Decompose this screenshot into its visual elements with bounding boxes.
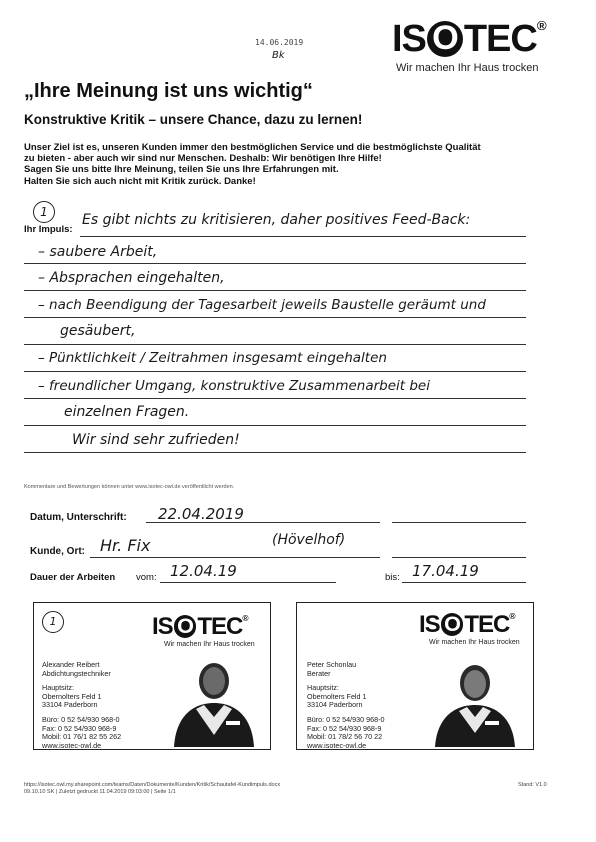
from-label: vom: xyxy=(136,572,157,583)
rule-line xyxy=(24,344,526,345)
consent-note: Kommentare und Bewertungen können unter www.isotec-owl.de veröffentlicht werden. xyxy=(24,484,235,490)
rule-line xyxy=(392,522,526,523)
impulse-handwriting-line: – saubere Arbeit, xyxy=(38,244,158,260)
initials-stamp: Bk xyxy=(272,50,285,61)
received-date-stamp: 14.06.2019 xyxy=(255,38,304,47)
card-mobile: Mobil: 01 76/1 82 55 262 xyxy=(42,732,122,742)
date-signature-value[interactable]: 22.04.2019 xyxy=(158,505,244,523)
to-label: bis: xyxy=(385,572,400,583)
card-mobile: Mobil: 01 78/2 56 70 22 xyxy=(307,732,383,742)
rule-line xyxy=(24,398,526,399)
card-fax: Fax: 0 52 54/930 968-9 xyxy=(307,723,382,733)
customer-place[interactable]: (Hövelhof) xyxy=(272,532,346,548)
card-hq-label: Hauptsitz: xyxy=(42,683,74,693)
card-tagline: Wir machen Ihr Haus trocken xyxy=(164,641,255,648)
impulse-label: Ihr Impuls: xyxy=(24,224,73,235)
card-name: Alexander Reibert xyxy=(42,660,100,669)
page-subtitle: Konstruktive Kritik – unsere Chance, dazu zu lernen! xyxy=(24,112,363,127)
intro-text xyxy=(24,142,544,187)
logo-tagline: Wir machen Ihr Haus trocken xyxy=(396,62,539,74)
rule-line xyxy=(392,557,526,558)
impulse-handwriting-line: – freundlicher Umgang, konstruktive Zusammenarbeit bei xyxy=(38,378,430,394)
rule-line xyxy=(24,425,526,426)
card-website[interactable]: www.isotec-owl.de xyxy=(307,740,367,750)
card-isotec-logo: IS O TEC® xyxy=(419,610,515,638)
intro-line: Sagen Sie uns bitte Ihre Meinung, teilen Sie uns Ihre Erfahrungen mit. xyxy=(24,164,339,176)
customer-label: Kunde, Ort: xyxy=(30,546,85,557)
card-city: 33104 Paderborn xyxy=(307,700,363,710)
from-date-value[interactable]: 12.04.19 xyxy=(170,562,237,580)
business-card-1 xyxy=(33,602,271,750)
card-contact-block xyxy=(307,661,427,750)
impulse-handwriting-line: gesäubert, xyxy=(60,323,136,339)
customer-name[interactable]: Hr. Fix xyxy=(100,536,151,555)
card-isotec-logo: IS O TEC® xyxy=(152,612,248,640)
rule-line xyxy=(24,290,526,291)
page-title: „Ihre Meinung ist uns wichtig“ xyxy=(24,80,313,102)
card-street: Obernolters Feld 1 xyxy=(42,691,102,701)
card-street: Obernolters Feld 1 xyxy=(307,691,367,701)
card-role: Berater xyxy=(307,668,331,678)
card-city: 33104 Paderborn xyxy=(42,700,98,710)
rule-line xyxy=(24,452,526,453)
card-contact-block xyxy=(42,661,162,750)
rule-line xyxy=(146,522,380,523)
person-photo-icon xyxy=(166,655,262,747)
impulse-handwriting-line: – Absprachen eingehalten, xyxy=(38,270,225,286)
rule-line xyxy=(80,236,526,237)
to-date-value[interactable]: 17.04.19 xyxy=(412,562,479,580)
impulse-handwriting-line: Wir sind sehr zufrieden! xyxy=(72,432,240,448)
intro-line: Unser Ziel ist es, unseren Kunden immer den bestmöglichen Service und die bestmöglichste Qualität xyxy=(24,142,481,153)
impulse-handwriting-line: – Pünktlichkeit / Zeitrahmen insgesamt eingehalten xyxy=(38,350,387,366)
impulse-marker-circle: 1 xyxy=(33,201,55,223)
rule-line xyxy=(24,317,526,318)
rule-line xyxy=(160,582,336,583)
duration-label: Dauer der Arbeiten xyxy=(30,572,116,583)
footer-path: https://isotec.owl.my.sharepoint.com/teams/Daten/Dokumente/Kunden/Kritik/Schautafel-Kundimpuls.docx xyxy=(24,782,281,788)
date-signature-label: Datum, Unterschrift: xyxy=(30,512,127,523)
card-office-phone: Büro: 0 52 54/930 968-0 xyxy=(42,714,120,724)
card-marker-circle: 1 xyxy=(42,611,64,633)
rule-line xyxy=(90,557,380,558)
footer-version: Stand: V1.0 xyxy=(518,782,547,788)
person-photo-icon xyxy=(427,659,523,747)
intro-line: zu bieten - aber auch wir sind nur Menschen. Deshalb: Wir benötigen Ihre Hilfe! xyxy=(24,153,382,165)
card-role: Abdichtungstechniker xyxy=(42,668,111,678)
rule-line xyxy=(24,263,526,264)
card-hq-label: Hauptsitz: xyxy=(307,683,339,693)
card-fax: Fax: 0 52 54/930 968-9 xyxy=(42,723,117,733)
card-name: Peter Schonlau xyxy=(307,660,357,669)
business-card-2 xyxy=(296,602,534,750)
impulse-handwriting-line: einzelnen Fragen. xyxy=(64,404,190,420)
footer-meta xyxy=(24,782,464,796)
isotec-logo: IS O TEC® xyxy=(392,18,546,60)
rule-line xyxy=(402,582,526,583)
card-tagline: Wir machen Ihr Haus trocken xyxy=(429,639,520,646)
rule-line xyxy=(24,371,526,372)
card-office-phone: Büro: 0 52 54/930 968-0 xyxy=(307,714,385,724)
card-website[interactable]: www.isotec-owl.de xyxy=(42,740,102,750)
impulse-handwriting-line: – nach Beendigung der Tagesarbeit jeweils Baustelle geräumt und xyxy=(38,297,486,313)
footer-print-info: 09.10.10 SK | Zuletzt gedruckt 11.04.2019 09:03:00 | Seite 1/1 xyxy=(24,789,176,795)
impulse-handwriting-line: Es gibt nichts zu kritisieren, daher positives Feed-Back: xyxy=(82,212,471,228)
intro-line: Halten Sie sich auch nicht mit Kritik zurück. Danke! xyxy=(24,175,256,187)
